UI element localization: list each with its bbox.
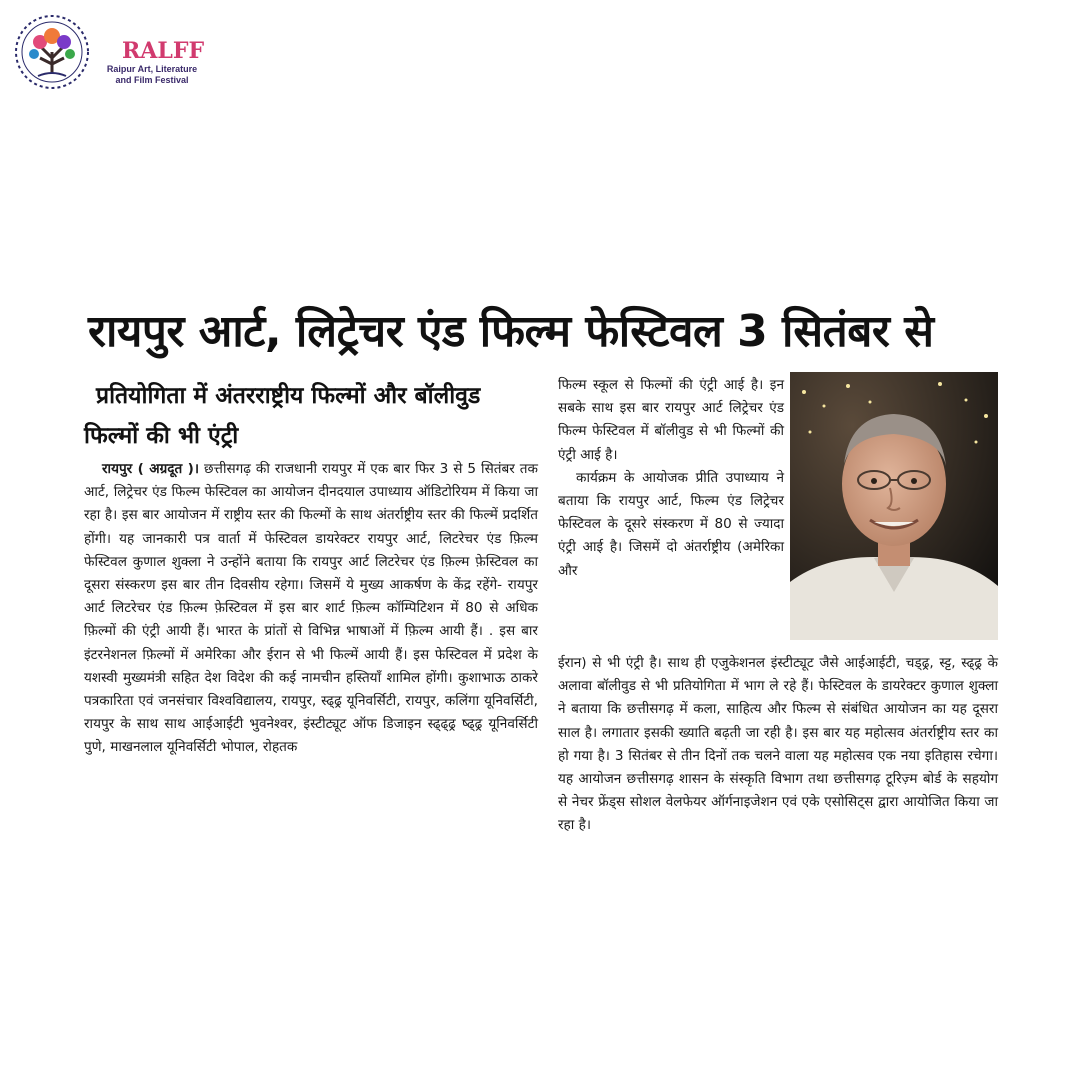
right-paragraph-2 (558, 467, 784, 583)
portrait-photo (790, 372, 998, 640)
subhead-line-1: प्रतियोगिता में अंतरराष्ट्रीय फिल्मों और बॉलीवुड (96, 383, 481, 409)
article-dateline: रायपुर ( अग्रदूत )। (102, 461, 200, 477)
portrait-illustration (790, 372, 998, 640)
article-right-column-top (558, 374, 784, 583)
article-right-column-bottom (558, 652, 998, 838)
logo-tagline: Raipur Art, Literature and Film Festival (106, 64, 198, 85)
tree-emblem-icon (12, 12, 92, 92)
article-headline: रायपुर आर्ट, लिट्रेचर एंड फिल्म फेस्टिवल 3 सितंबर से (88, 306, 934, 357)
subhead-line-2: फिल्मों की भी एंट्री (84, 423, 239, 449)
article-left-column (84, 458, 538, 760)
right-paragraph-3: ईरान) से भी एंट्री है। साथ ही एजुकेशनल इंस्टीट्यूट जैसे आईआईटी, चड्ढ्र, स्ट्ट, स्ढ्ढ्र के अलावा बॉलीवुड से भी प्रतियोगिता में भाग ले रहे हैं। फेस्टिवल के डायरेक्टर कुणाल शुक्ला ने बताया कि छत्तीसगढ़ में कला, साहित्य और फिल्म से संबंधित आयोजन का यह दूसरा साल है। लगातार इसकी ख्याति बढ़ती जा रही है। इस बार यह महोत्सव अंतर्राष्ट्रीय स्तर का हो गया है। 3 सितंबर से तीन दिनों तक चलने वाला यह महोत्सव एक नया इतिहास रचेगा। यह आयोजन छत्तीसगढ़ शासन के संस्कृति विभाग तथा छत्तीसगढ़ टूरिज़्म बोर्ड के सहयोग से नेचर फ्रेंड्स सोशल वेलफेयर ऑर्गनाइजेशन एवं एके एसोसिट्स द्वारा आयोजित किया जा रहा है। (558, 655, 998, 834)
left-paragraph (84, 458, 538, 760)
right-paragraph-2-text: कार्यक्रम के आयोजक प्रीति उपाध्याय ने बताया कि रायपुर आर्ट, फिल्म एंड लिट्रेचर फेस्टिवल के दूसरे संस्करण में 80 से ज्यादा एंट्री आई है। जिसमें दो अंतर्राष्ट्रीय (अमेरिका और (558, 469, 784, 579)
left-body-text: छत्तीसगढ़ की राजधानी रायपुर में एक बार फिर 3 से 5 सितंबर तक आर्ट, लिट्रेचर एंड फिल्म फेस्टिवल का आयोजन दीनदयाल उपाध्याय ऑडिटोरियम में किया जा रहा है। इस बार आयोजन में राष्ट्रीय स्तर की फिल्मों के साथ अंतर्राष्ट्रीय स्तर की फिल्में प्रदर्शित होंगी। यह जानकारी पत्र वार्ता में फेस्टिवल डायरेक्टर रायपुर आर्ट, लिटरेचर एंड फ़िल्म फेस्टिवल कुणाल शुक्ला ने उन्होंने बताया कि रायपुर आर्ट लिटरेचर एंड फ़िल्म फ़ेस्टिवल का दूसरा संस्करण इस बार तीन दिवसीय रहेगा। जिसमें ये मुख्य आकर्षण के केंद्र रहेंगे- रायपुर आर्ट लिटरेचर एंड फ़िल्म फ़ेस्टिवल में इस बार शार्ट फ़िल्म कॉम्पिटिशन में 80 से अधिक फ़िल्मों की एंट्री आयी हैं। भारत के प्रांतों से विभिन्न भाषाओं में फ़िल्म आयी हैं। . इस बार इंटरनेशनल फ़िल्मों में अमेरिका और ईरान से भी फिल्में आयी हैं। इस फेस्टिवल में प्रदेश के यशस्वी मुख्यमंत्री सहित देश विदेश की कई नामचीन हस्तियाँ शामिल होंगी। कुशाभाऊ ठाकरे पत्रकारिता एवं जनसंचार विश्वविद्यालय, रायपुर, स्ढ्ढ्र यूनिवर्सिटी, रायपुर, कलिंगा यूनिवर्सिटी, रायपुर के साथ साथ आईआईटी भुवनेश्वर, इंस्टीट्यूट ऑफ डिजाइन स्ढ्ढ्ढ्र ष्ढ्ढ्र यूनिवर्सिटी पुणे, माखनलाल यूनिवर्सिटी भोपाल, रोहतक (84, 461, 538, 756)
logo-wordmark: RALFF (122, 38, 205, 64)
festival-logo (12, 12, 205, 92)
article-subhead (84, 376, 554, 456)
right-paragraph-1: फिल्म स्कूल से फिल्मों की एंट्री आई है। इन सबके साथ इस बार रायपुर आर्ट लिट्रेचर एंड फिल्म फेस्टिवल में बॉलीवुड से भी फिल्मों की एंट्री आई है। (558, 377, 784, 463)
